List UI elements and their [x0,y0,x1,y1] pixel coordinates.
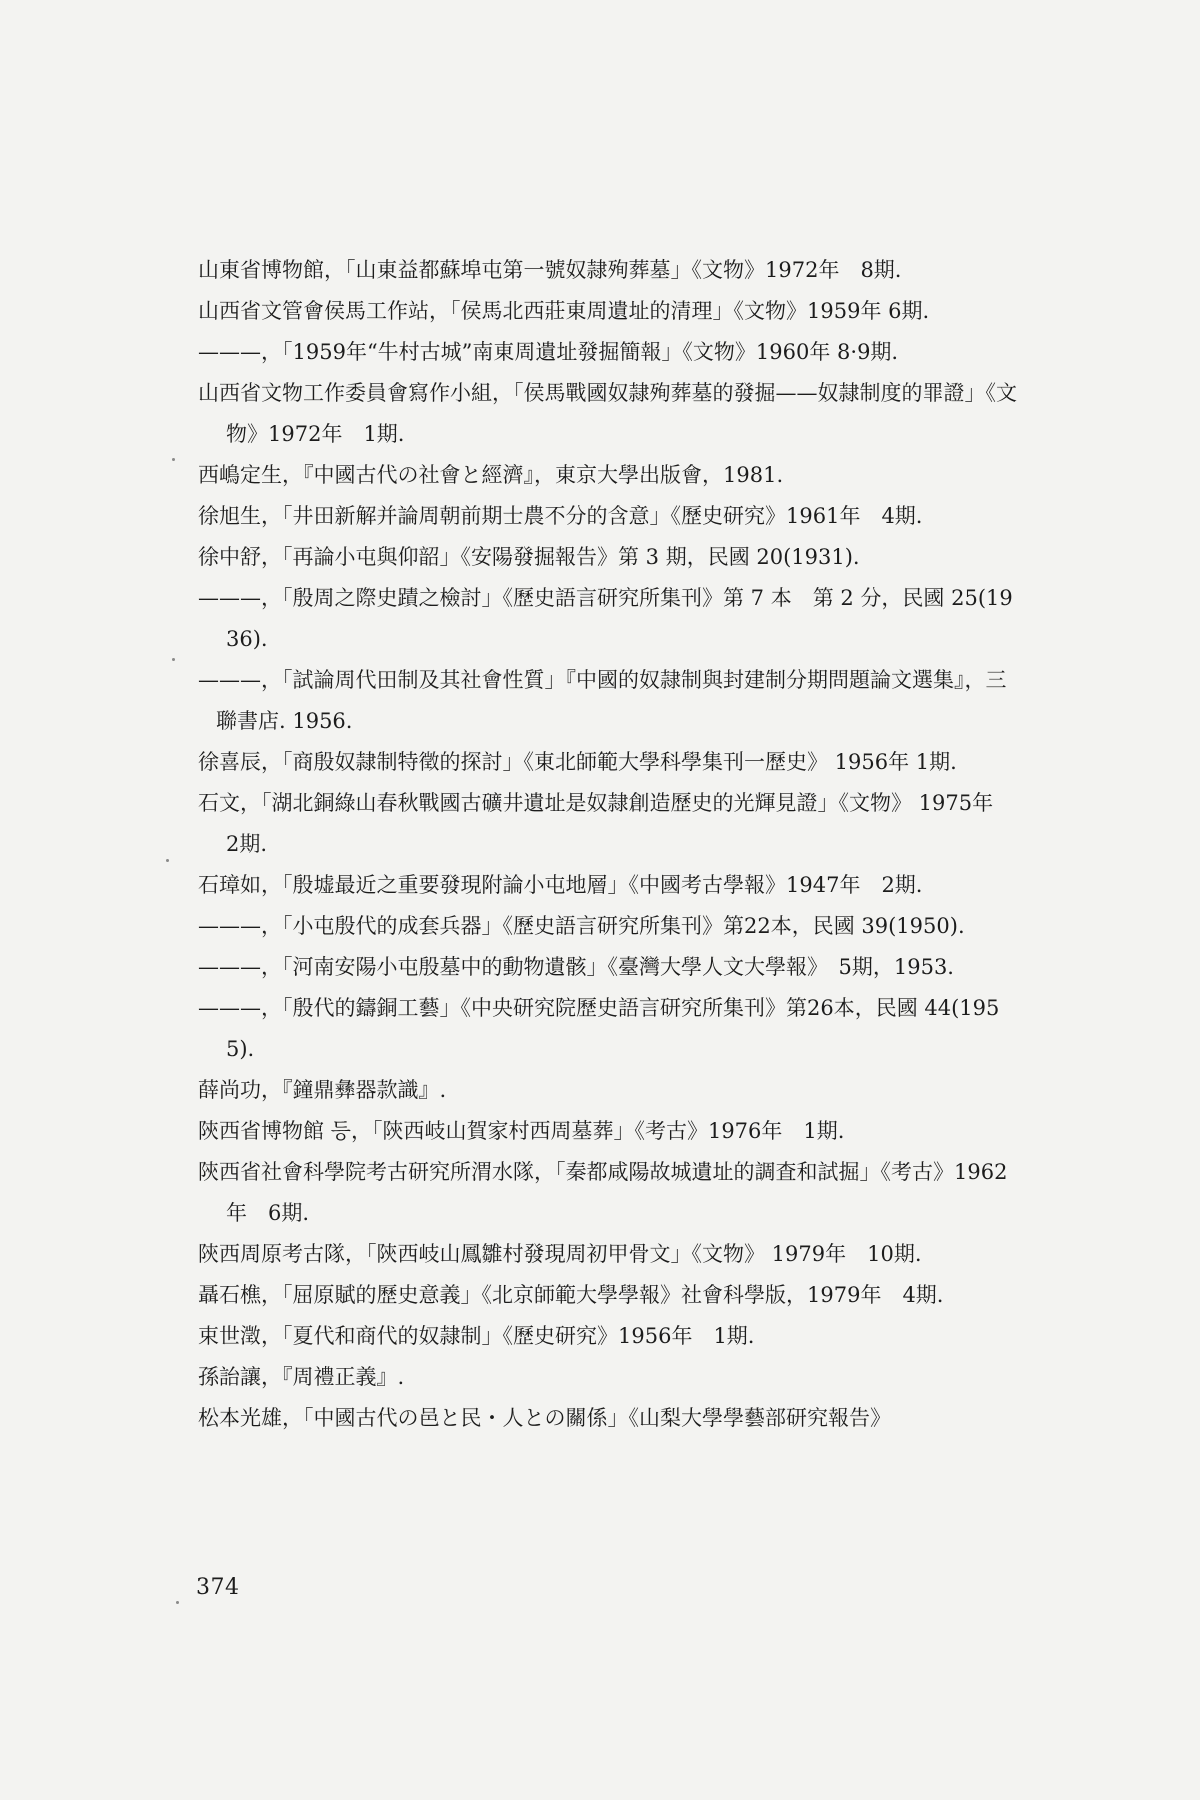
reference-entry: 徐喜辰，「商殷奴隷制特徵的探討」《東北師範大學科學集刊一歷史》 1956年 1期. [198,750,957,774]
bibliography-list [198,250,1018,1439]
reference-entry: ———，「1959年“牛村古城”南東周遺址發掘簡報」《文物》1960年 8·9期. [198,340,899,364]
reference-entry: 徐旭生，「井田新解并論周朝前期士農不分的含意」《歷史研究》1961年 4期. [198,504,923,528]
page-number: 374 [196,1575,240,1600]
reference-entry: 薛尚功，『鐘鼎彝器款識』. [198,1078,447,1102]
reference-entry: 聶石樵，「屈原賦的歷史意義」《北京師範大學學報》社會科學版，1979年 4期. [198,1283,944,1307]
scan-speck [172,458,175,461]
reference-entry: 松本光雄，「中國古代の邑と民・人との關係」《山梨大學學藝部研究報告》 [198,1406,891,1430]
reference-entry: 山西省文管會侯馬工作站，「侯馬北西莊東周遺址的清理」《文物》1959年 6期. [198,299,930,323]
reference-entry: 陝西省博物館 등，「陝西岐山賀家村西周墓葬」《考古》1976年 1期. [198,1119,845,1143]
reference-entry: 石璋如，「殷墟最近之重要發現附論小屯地層」《中國考古學報》1947年 2期. [198,873,923,897]
reference-entry: 西嶋定生，『中國古代の社會と經濟』，東京大學出版會，1981. [198,463,784,487]
reference-entry: 徐中舒，「再論小屯與仰韶」《安陽發掘報告》第 3 期，民國 20(1931). [198,545,860,569]
reference-entry: 山西省文物工作委員會寫作小組，「侯馬戰國奴隷殉葬墓的發掘——奴隷制度的罪證」《文物》1972年 1期. [198,381,1017,446]
scan-speck [176,1601,179,1604]
reference-entry: ———，「殷周之際史蹟之檢討」《歷史語言研究所集刊》第 7 本 第 2 分，民國 25(1936). [198,586,1013,651]
reference-entry: ———，「河南安陽小屯殷墓中的動物遺骸」《臺灣大學人文大學報》 5期，1953. [198,955,954,979]
scan-speck [172,658,175,661]
reference-entry: 陝西周原考古隊，「陝西岐山鳳雛村發現周初甲骨文」《文物》 1979年 10期. [198,1242,922,1266]
reference-entry: ———，「試論周代田制及其社會性質」『中國的奴隷制與封建制分期問題論文選集』，三聯書店. 1956. [198,668,1007,733]
reference-entry: ———，「殷代的鑄銅工藝」《中央研究院歷史語言研究所集刊》第26本，民國 44(1955). [198,996,1000,1061]
scan-speck [166,859,169,862]
reference-entry: 陝西省社會科學院考古研究所渭水隊，「秦都咸陽故城遺址的調査和試掘」《考古》1962年 6期. [198,1160,1008,1225]
reference-entry: 山東省博物館，「山東益都蘇埠屯第一號奴隷殉葬墓」《文物》1972年 8期. [198,258,902,282]
reference-entry: 束世澂，「夏代和商代的奴隷制」《歷史研究》1956年 1期. [198,1324,755,1348]
reference-entry: 石文，「湖北銅綠山春秋戰國古礦井遺址是奴隷創造歷史的光輝見證」《文物》 1975年 2期. [198,791,1015,856]
reference-entry: ———，「小屯殷代的成套兵器」《歷史語言研究所集刊》第22本，民國 39(1950). [198,914,965,938]
reference-entry: 孫詒讓，『周禮正義』. [198,1365,405,1389]
